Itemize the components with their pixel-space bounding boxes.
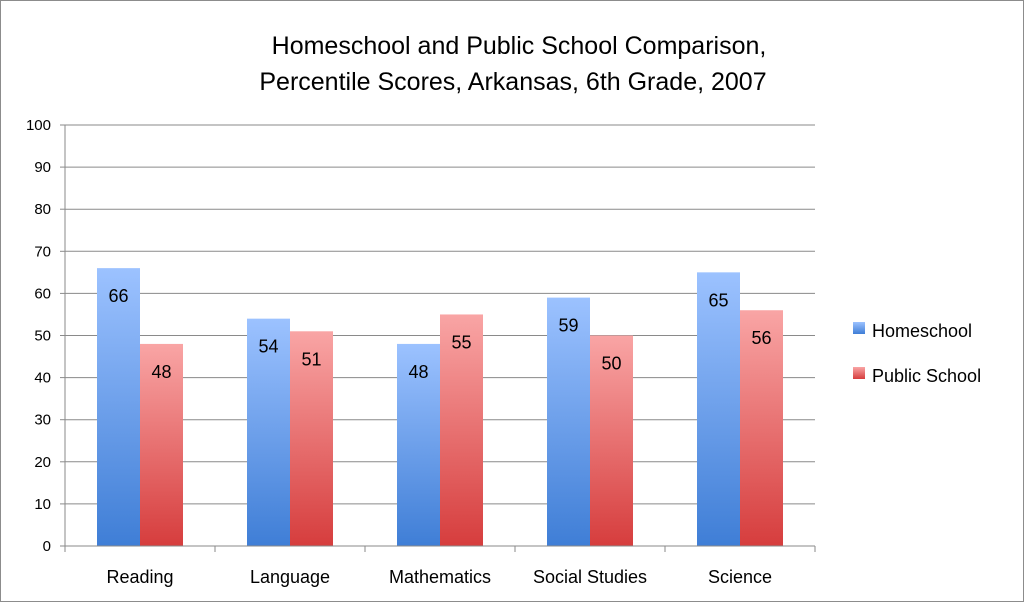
data-label-public-school: 56 bbox=[751, 328, 772, 349]
y-tick-label: 100 bbox=[25, 117, 51, 134]
x-axis bbox=[65, 546, 815, 552]
y-axis-ticks bbox=[26, 117, 65, 555]
y-tick-label: 40 bbox=[34, 369, 51, 387]
legend-swatch-public-school bbox=[853, 367, 865, 379]
y-tick-label: 10 bbox=[34, 495, 51, 513]
data-label-homeschool: 48 bbox=[408, 361, 429, 382]
data-label-public-school: 50 bbox=[601, 353, 622, 374]
data-label-homeschool: 65 bbox=[708, 290, 729, 311]
legend-swatch-homeschool bbox=[853, 322, 865, 334]
y-tick-label: 60 bbox=[34, 285, 51, 303]
x-axis-labels bbox=[106, 567, 772, 587]
data-label-homeschool: 66 bbox=[108, 286, 129, 307]
x-category-label: Science bbox=[707, 567, 773, 587]
x-category-label: Social Studies bbox=[532, 567, 648, 587]
data-label-public-school: 55 bbox=[451, 332, 472, 353]
y-tick-label: 20 bbox=[34, 453, 51, 471]
y-tick-label: 0 bbox=[42, 538, 51, 555]
data-label-homeschool: 59 bbox=[558, 315, 579, 336]
data-label-homeschool: 54 bbox=[258, 336, 279, 357]
x-category-label: Language bbox=[249, 567, 331, 587]
y-tick-label: 70 bbox=[34, 243, 51, 261]
data-label-public-school: 51 bbox=[301, 349, 322, 370]
y-tick-label: 30 bbox=[34, 411, 51, 429]
chart-title-line-1: Homeschool and Public School Comparison, bbox=[271, 32, 767, 60]
x-category-label: Reading bbox=[106, 567, 174, 587]
chart-title-line-2: Percentile Scores, Arkansas, 6th Grade, 2007 bbox=[259, 68, 767, 96]
legend-label-public-school: Public School bbox=[872, 366, 982, 386]
legend-label-homeschool: Homeschool bbox=[872, 321, 973, 341]
y-tick-label: 90 bbox=[34, 159, 51, 177]
y-tick-label: 80 bbox=[34, 201, 51, 219]
y-tick-label: 50 bbox=[34, 327, 51, 345]
data-label-public-school: 48 bbox=[151, 361, 172, 382]
legend bbox=[853, 321, 981, 386]
bar-homeschool bbox=[697, 272, 740, 546]
bar-chart bbox=[1, 1, 1024, 603]
x-category-label: Mathematics bbox=[388, 567, 492, 587]
bar-homeschool bbox=[97, 268, 140, 546]
